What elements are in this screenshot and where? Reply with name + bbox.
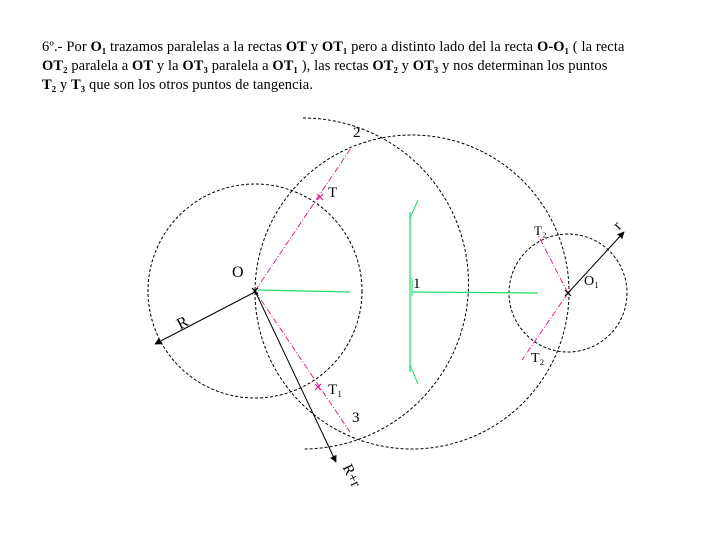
caption-run: que son los otros puntos de tangencia. xyxy=(85,77,314,93)
line-O1-to-T2-bottom xyxy=(522,293,568,360)
caption-run: paralela a xyxy=(207,58,273,74)
caption-run: 6º.- Por xyxy=(42,39,91,55)
caption-run: T₃ xyxy=(71,77,86,93)
caption-run: y xyxy=(307,39,322,55)
caption-run: OT₃ xyxy=(182,58,208,74)
caption-run: y la xyxy=(153,58,183,74)
label-point-O: O xyxy=(232,264,244,281)
bisector-tick-top xyxy=(410,200,418,218)
caption-run: trazamos paralelas a la rectas xyxy=(106,39,286,55)
caption-run: y xyxy=(397,58,413,74)
label-point-T2-bottom: T₂ xyxy=(531,351,545,366)
label-point-1: 1 xyxy=(413,276,421,292)
label-point-O1: O₁ xyxy=(584,274,599,289)
caption-run: O₁ xyxy=(90,39,107,55)
label-radius-R: R xyxy=(174,313,192,334)
label-point-T: T xyxy=(328,185,338,201)
label-point-2: 2 xyxy=(353,125,361,141)
radius-R-dimension xyxy=(155,293,253,344)
caption-run: OT₁ xyxy=(321,39,348,55)
caption-run: T₂ xyxy=(42,77,57,93)
caption-run: OT₂ xyxy=(42,58,68,74)
label-radius-R-plus-r: R+r xyxy=(338,461,364,490)
caption-run: OT₁ xyxy=(272,58,298,74)
caption-run: O-O₁ xyxy=(536,39,570,55)
caption-run: OT₃ xyxy=(412,58,439,74)
label-point-3: 3 xyxy=(352,410,360,426)
line-O1-to-T2-top xyxy=(538,235,568,293)
caption-run: y xyxy=(56,77,72,93)
caption-run: y nos determinan los puntos xyxy=(438,58,608,74)
caption-run: OT xyxy=(285,39,307,55)
caption-run: OT xyxy=(132,58,154,74)
caption-run: OT₂ xyxy=(372,58,398,74)
line-O-to-2 xyxy=(255,145,353,291)
caption-run: pero a distinto lado del la recta xyxy=(347,39,537,55)
marker-O1 xyxy=(565,290,571,296)
center-line-O-O1-right xyxy=(412,292,538,293)
arc-R-plus-r xyxy=(303,118,469,449)
bisector-tick-bottom xyxy=(410,365,418,384)
caption-run: paralela a xyxy=(67,58,132,74)
caption-run: ), las rectas xyxy=(297,58,373,74)
caption-run: ( la recta xyxy=(569,39,625,55)
label-radius-r: r xyxy=(610,218,626,233)
label-point-T2-top: T₂ xyxy=(534,223,547,238)
center-line-O-O1-left xyxy=(258,290,350,292)
radius-R-plus-r-dimension xyxy=(255,291,336,462)
label-point-T1: T₁ xyxy=(328,382,343,398)
